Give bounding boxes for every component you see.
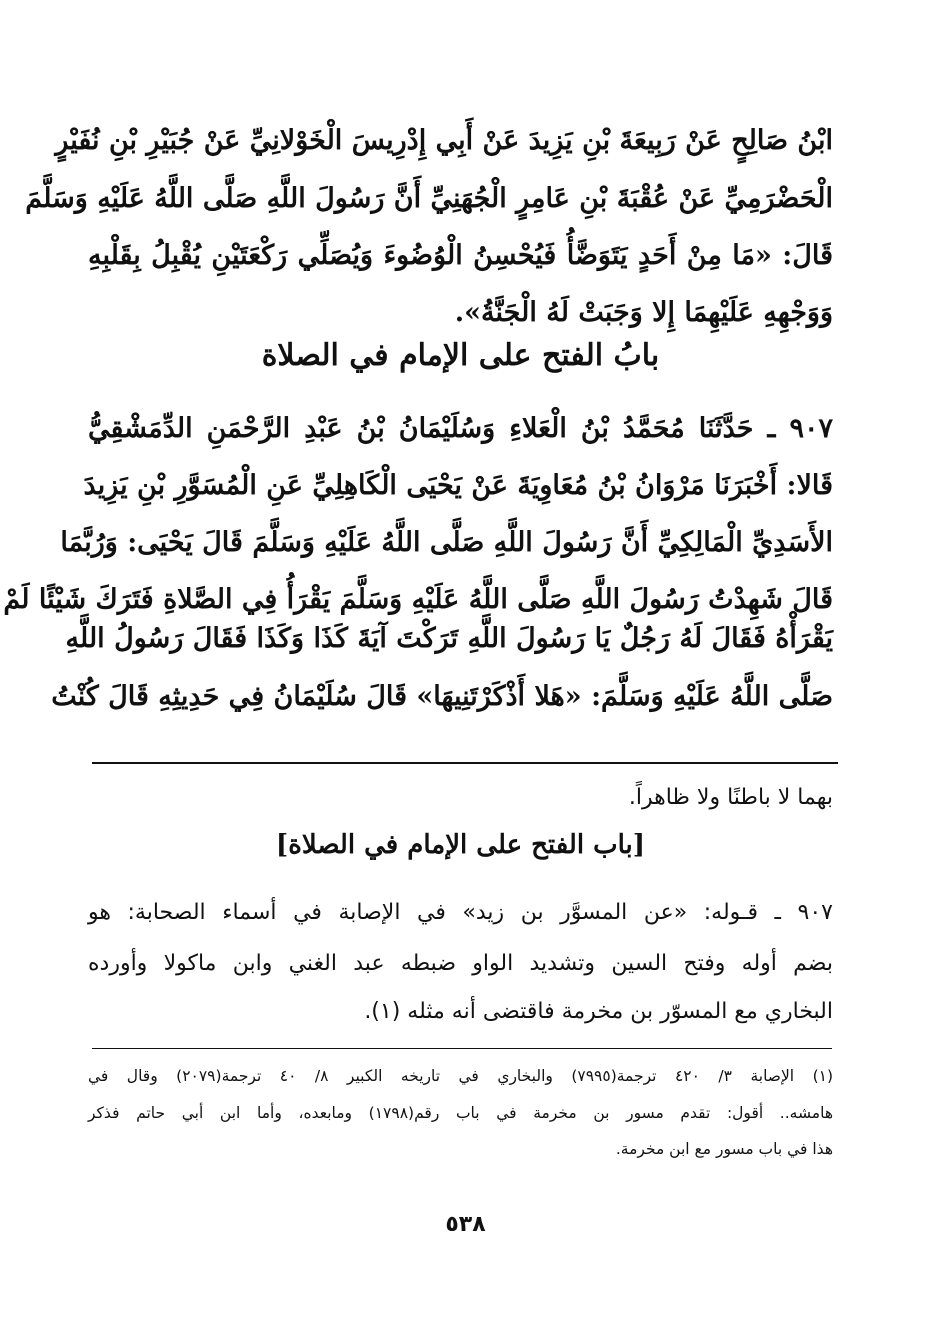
hadith2-line-2: قَالا: أَخْبَرَنَا مَرْوَانُ بْنُ مُعَاوِيَةَ عَنْ يَحْيَى الْكَاهِلِيِّ عَنِ الْمُسَوَّرِ بْنِ يَزِيدَ	[83, 470, 833, 501]
hadith2-line-6: صَلَّى اللَّهُ عَلَيْهِ وَسَلَّمَ: «هَلا أَذْكَرْتَنِيهَا» قَالَ سُلَيْمَانُ فِي حَدِيثِهِ قَالَ كُنْتُ	[51, 681, 833, 712]
hadith-line-2: الْحَضْرَمِيِّ عَنْ عُقْبَةَ بْنِ عَامِرٍ الْجُهَنِيِّ أَنَّ رَسُولَ اللَّهِ صَلَّى اللَّهُ عَلَيْهِ وَسَلَّمَ	[25, 183, 833, 214]
commentary-line-3: البخاري مع المسوّر بن مخرمة فاقتضى أنه مثله (١).	[364, 999, 833, 1024]
footnote-line-2: هامشه.. أقول: تقدم مسور بن مخرمة في باب رقم(١٧٩٨) ومابعده، وأما ابن أبي حاتم فذكر	[88, 1104, 834, 1122]
hadith2-line-3: الأَسَدِيِّ الْمَالِكِيِّ أَنَّ رَسُولَ اللَّهِ صَلَّى اللَّهُ عَلَيْهِ وَسَلَّمَ قَالَ يَحْيَى: وَرُبَّمَا	[60, 527, 833, 558]
page-number: ٥٣٨	[445, 1212, 486, 1237]
footnote-line-1: (١) الإصابة ٣/ ٤٢٠ ترجمة(٧٩٩٥) والبخاري في تاريخه الكبير ٨/ ٤٠ ترجمة(٢٠٧٩) وقال في	[88, 1067, 834, 1085]
commentary-first-line: بهما لا باطنًا ولا ظاهراً.	[628, 785, 833, 810]
hadith-line-3: قَالَ: «مَا مِنْ أَحَدٍ يَتَوَضَّأُ فَيُحْسِنُ الْوُضُوءَ وَيُصَلِّي رَكْعَتَيْنِ يُقْبِلُ بِقَلْبِهِ	[88, 240, 833, 271]
chapter-title: بابُ الفتح على الإمام في الصلاة	[261, 338, 660, 373]
hadith2-line-1: ٩٠٧ ـ حَدَّثَنَا مُحَمَّدُ بْنُ الْعَلاءِ وَسُلَيْمَانُ بْنُ عَبْدِ الرَّحْمَنِ الدِّمَشْقِيُّ	[88, 413, 833, 444]
commentary-line-2: بضم أوله وفتح السين وتشديد الواو ضبطه عبد الغني وابن ماكولا وأورده	[88, 951, 833, 976]
commentary-line-1: ٩٠٧ ـ قـوله: «عن المسوَّر بن زيد» في الإصابة في أسماء الصحابة: هو	[88, 900, 833, 925]
hadith2-line-5: يَقْرَأْهُ فَقَالَ لَهُ رَجُلٌ يَا رَسُولَ اللَّهِ تَرَكْتَ آيَةَ كَذَا وَكَذَا فَقَالَ رَسُولُ اللَّهِ	[65, 623, 833, 654]
footnote-divider	[92, 1048, 832, 1049]
section-divider	[92, 762, 838, 764]
commentary-chapter-title: [باب الفتح على الإمام في الصلاة]	[275, 830, 646, 860]
hadith-line-1: ابْنُ صَالِحٍ عَنْ رَبِيعَةَ بْنِ يَزِيدَ عَنْ أَبِي إِدْرِيسَ الْخَوْلانِيِّ عَنْ جُبَيْرِ بْنِ نُفَيْرٍ	[55, 125, 833, 156]
footnote-line-3: هذا في باب مسور مع ابن مخرمة.	[615, 1140, 833, 1158]
hadith2-line-4: قَالَ شَهِدْتُ رَسُولَ اللَّهِ صَلَّى اللَّهُ عَلَيْهِ وَسَلَّمَ يَقْرَأُ فِي الصَّلاةِ فَتَرَكَ شَيْئًا لَمْ	[3, 584, 833, 615]
hadith-line-4: وَوَجْهِهِ عَلَيْهِمَا إِلا وَجَبَتْ لَهُ الْجَنَّةُ».	[454, 297, 833, 328]
